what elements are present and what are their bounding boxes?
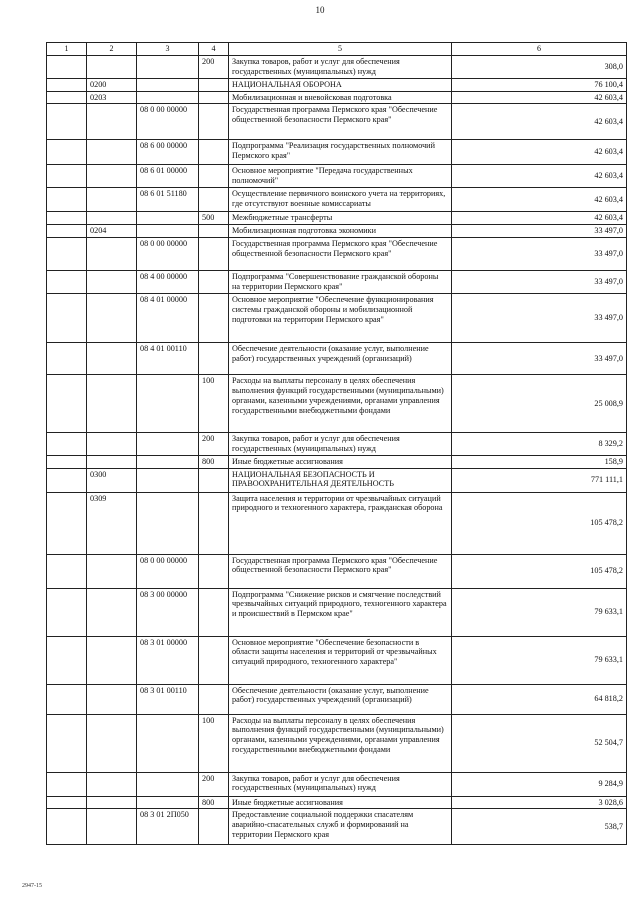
table-row [47, 772, 627, 796]
expense-type-cell: 200 [199, 433, 229, 456]
code-1-cell [47, 343, 87, 375]
expense-type-cell [199, 165, 229, 188]
description-cell: Защита населения и территории от чрезвычайных ситуаций природного и техногенного характера, гражданская оборона [229, 492, 452, 554]
description-cell: Государственная программа Пермского края "Обеспечение общественной безопасности Пермского края" [229, 554, 452, 588]
section-code-cell [87, 165, 137, 188]
description-cell: Подпрограмма "Совершенствование гражданской обороны на территории Пермского края" [229, 271, 452, 294]
expense-type-cell [199, 468, 229, 492]
section-code-cell [87, 56, 137, 79]
expense-type-cell [199, 91, 229, 104]
section-code-cell [87, 212, 137, 225]
description-cell: Осуществление первичного воинского учета на территориях, где отсутствуют военные комиссариаты [229, 188, 452, 212]
amount-cell: 33 497,0 [452, 225, 627, 238]
target-article-cell: 08 6 00 00000 [137, 140, 199, 165]
code-1-cell [47, 225, 87, 238]
section-code-cell [87, 104, 137, 140]
expense-type-cell: 200 [199, 56, 229, 79]
target-article-cell [137, 375, 199, 433]
amount-cell: 79 633,1 [452, 636, 627, 684]
table-row [47, 294, 627, 343]
header-row [47, 43, 627, 56]
code-1-cell [47, 588, 87, 636]
description-cell: Закупка товаров, работ и услуг для обеспечения государственных (муниципальных) нужд [229, 56, 452, 79]
section-code-cell [87, 140, 137, 165]
target-article-cell [137, 714, 199, 772]
table-row [47, 684, 627, 714]
target-article-cell: 08 4 01 00110 [137, 343, 199, 375]
amount-cell: 42 603,4 [452, 212, 627, 225]
target-article-cell [137, 492, 199, 554]
header-cell-6: 6 [452, 43, 627, 56]
section-code-cell [87, 772, 137, 796]
amount-cell: 42 603,4 [452, 140, 627, 165]
target-article-cell [137, 91, 199, 104]
target-article-cell [137, 56, 199, 79]
table-row [47, 56, 627, 79]
target-article-cell: 08 3 01 00000 [137, 636, 199, 684]
table-row [47, 188, 627, 212]
table-row [47, 238, 627, 271]
description-cell: Межбюджетные трансферты [229, 212, 452, 225]
amount-cell: 33 497,0 [452, 271, 627, 294]
section-code-cell [87, 714, 137, 772]
header-cell-1: 1 [47, 43, 87, 56]
description-cell: Государственная программа Пермского края "Обеспечение общественной безопасности Пермского края" [229, 104, 452, 140]
table-row [47, 492, 627, 554]
target-article-cell: 08 6 01 51180 [137, 188, 199, 212]
description-cell: Подпрограмма "Реализация государственных полномочий Пермского края" [229, 140, 452, 165]
description-cell: НАЦИОНАЛЬНАЯ БЕЗОПАСНОСТЬ И ПРАВООХРАНИТЕЛЬНАЯ ДЕЯТЕЛЬНОСТЬ [229, 468, 452, 492]
footer-code: 2947-15 [22, 883, 42, 889]
target-article-cell [137, 433, 199, 456]
code-1-cell [47, 238, 87, 271]
description-cell: Предоставление социальной поддержки спасателям аварийно-спасательных служб и формирований на территории Пермского края [229, 809, 452, 845]
expense-type-cell [199, 104, 229, 140]
code-1-cell [47, 91, 87, 104]
page-number: 10 [315, 5, 325, 15]
amount-cell: 105 478,2 [452, 492, 627, 554]
header-cell-2: 2 [87, 43, 137, 56]
description-cell: Иные бюджетные ассигнования [229, 455, 452, 468]
table-row [47, 375, 627, 433]
target-article-cell [137, 78, 199, 91]
code-1-cell [47, 188, 87, 212]
table-row [47, 165, 627, 188]
amount-cell: 33 497,0 [452, 343, 627, 375]
section-code-cell [87, 294, 137, 343]
description-cell: Закупка товаров, работ и услуг для обеспечения государственных (муниципальных) нужд [229, 772, 452, 796]
target-article-cell [137, 468, 199, 492]
expense-type-cell [199, 684, 229, 714]
table-row [47, 212, 627, 225]
code-1-cell [47, 433, 87, 456]
table-row [47, 636, 627, 684]
amount-cell: 79 633,1 [452, 588, 627, 636]
amount-cell: 771 111,1 [452, 468, 627, 492]
table-row [47, 809, 627, 845]
amount-cell: 76 100,4 [452, 78, 627, 91]
amount-cell: 9 284,9 [452, 772, 627, 796]
section-code-cell: 0300 [87, 468, 137, 492]
expense-type-cell [199, 271, 229, 294]
code-1-cell [47, 140, 87, 165]
expense-type-cell [199, 588, 229, 636]
description-cell: Закупка товаров, работ и услуг для обеспечения государственных (муниципальных) нужд [229, 433, 452, 456]
table-row [47, 140, 627, 165]
expense-type-cell [199, 809, 229, 845]
target-article-cell: 08 3 01 2П050 [137, 809, 199, 845]
amount-cell: 308,0 [452, 56, 627, 79]
amount-cell: 42 603,4 [452, 91, 627, 104]
description-cell: Иные бюджетные ассигнования [229, 796, 452, 809]
section-code-cell [87, 343, 137, 375]
code-1-cell [47, 271, 87, 294]
section-code-cell [87, 796, 137, 809]
section-code-cell [87, 188, 137, 212]
code-1-cell [47, 212, 87, 225]
expense-type-cell [199, 78, 229, 91]
expense-type-cell: 100 [199, 714, 229, 772]
description-cell: Подпрограмма "Снижение рисков и смягчение последствий чрезвычайных ситуаций природного, техногенного характера и происшествий в Пермском крае" [229, 588, 452, 636]
table-row [47, 588, 627, 636]
code-1-cell [47, 165, 87, 188]
section-code-cell [87, 238, 137, 271]
code-1-cell [47, 684, 87, 714]
table-row [47, 225, 627, 238]
code-1-cell [47, 554, 87, 588]
amount-cell: 538,7 [452, 809, 627, 845]
expense-type-cell [199, 492, 229, 554]
description-cell: Расходы на выплаты персоналу в целях обеспечения выполнения функций государственными (муниципальными) органами, казенными учреждениями, органами управления государственными внебюджетными фондами [229, 375, 452, 433]
table-row [47, 433, 627, 456]
header-cell-5: 5 [229, 43, 452, 56]
description-cell: Основное мероприятие "Обеспечение функционирования системы гражданской обороны и мобилизационной подготовки на территории Пермского края" [229, 294, 452, 343]
target-article-cell: 08 3 00 00000 [137, 588, 199, 636]
table-row [47, 271, 627, 294]
code-1-cell [47, 714, 87, 772]
amount-cell: 8 329,2 [452, 433, 627, 456]
code-1-cell [47, 492, 87, 554]
expense-type-cell: 800 [199, 455, 229, 468]
section-code-cell [87, 455, 137, 468]
expense-type-cell: 200 [199, 772, 229, 796]
amount-cell: 3 028,6 [452, 796, 627, 809]
target-article-cell: 08 3 01 00110 [137, 684, 199, 714]
code-1-cell [47, 636, 87, 684]
header-cell-4: 4 [199, 43, 229, 56]
table-row [47, 554, 627, 588]
description-cell: Основное мероприятие "Обеспечение безопасности в области защиты населения и территорий от чрезвычайных ситуаций природного, техногенного характера" [229, 636, 452, 684]
section-code-cell [87, 636, 137, 684]
code-1-cell [47, 56, 87, 79]
table-row [47, 455, 627, 468]
target-article-cell: 08 4 00 00000 [137, 271, 199, 294]
target-article-cell [137, 796, 199, 809]
section-code-cell [87, 375, 137, 433]
amount-cell: 25 008,9 [452, 375, 627, 433]
expense-type-cell [199, 294, 229, 343]
section-code-cell: 0203 [87, 91, 137, 104]
code-1-cell [47, 455, 87, 468]
section-code-cell: 0204 [87, 225, 137, 238]
amount-cell: 105 478,2 [452, 554, 627, 588]
section-code-cell [87, 809, 137, 845]
target-article-cell: 08 6 01 00000 [137, 165, 199, 188]
section-code-cell [87, 588, 137, 636]
amount-cell: 33 497,0 [452, 294, 627, 343]
table-row [47, 91, 627, 104]
description-cell: Основное мероприятие "Передача государственных полномочий" [229, 165, 452, 188]
table-row [47, 104, 627, 140]
code-1-cell [47, 104, 87, 140]
description-cell: Обеспечение деятельности (оказание услуг, выполнение работ) государственных учреждений (организаций) [229, 684, 452, 714]
amount-cell: 42 603,4 [452, 188, 627, 212]
amount-cell: 33 497,0 [452, 238, 627, 271]
target-article-cell [137, 225, 199, 238]
expense-type-cell [199, 554, 229, 588]
amount-cell: 42 603,4 [452, 165, 627, 188]
table-row [47, 78, 627, 91]
amount-cell: 52 504,7 [452, 714, 627, 772]
target-article-cell: 08 0 00 00000 [137, 238, 199, 271]
expense-type-cell: 500 [199, 212, 229, 225]
target-article-cell: 08 0 00 00000 [137, 104, 199, 140]
budget-table-body [47, 43, 627, 845]
section-code-cell: 0309 [87, 492, 137, 554]
code-1-cell [47, 796, 87, 809]
expense-type-cell [199, 188, 229, 212]
expense-type-cell [199, 343, 229, 375]
description-cell: Расходы на выплаты персоналу в целях обеспечения выполнения функций государственными (муниципальными) органами, казенными учреждениями, органами управления государственными внебюджетными фондами [229, 714, 452, 772]
table-row [47, 796, 627, 809]
expense-type-cell: 800 [199, 796, 229, 809]
section-code-cell [87, 271, 137, 294]
amount-cell: 158,9 [452, 455, 627, 468]
description-cell: Мобилизационная подготовка экономики [229, 225, 452, 238]
expense-type-cell [199, 238, 229, 271]
description-cell: Государственная программа Пермского края "Обеспечение общественной безопасности Пермского края" [229, 238, 452, 271]
section-code-cell [87, 554, 137, 588]
target-article-cell [137, 772, 199, 796]
amount-cell: 42 603,4 [452, 104, 627, 140]
header-cell-3: 3 [137, 43, 199, 56]
code-1-cell [47, 375, 87, 433]
target-article-cell [137, 455, 199, 468]
section-code-cell [87, 684, 137, 714]
expense-type-cell [199, 140, 229, 165]
code-1-cell [47, 772, 87, 796]
target-article-cell [137, 212, 199, 225]
code-1-cell [47, 78, 87, 91]
section-code-cell: 0200 [87, 78, 137, 91]
code-1-cell [47, 809, 87, 845]
expense-type-cell: 100 [199, 375, 229, 433]
code-1-cell [47, 468, 87, 492]
target-article-cell: 08 4 01 00000 [137, 294, 199, 343]
section-code-cell [87, 433, 137, 456]
expense-type-cell [199, 636, 229, 684]
table-row [47, 714, 627, 772]
amount-cell: 64 818,2 [452, 684, 627, 714]
description-cell: НАЦИОНАЛЬНАЯ ОБОРОНА [229, 78, 452, 91]
code-1-cell [47, 294, 87, 343]
description-cell: Мобилизационная и вневойсковая подготовка [229, 91, 452, 104]
budget-table [46, 42, 627, 845]
table-row [47, 343, 627, 375]
description-cell: Обеспечение деятельности (оказание услуг, выполнение работ) государственных учреждений (организаций) [229, 343, 452, 375]
target-article-cell: 08 0 00 00000 [137, 554, 199, 588]
expense-type-cell [199, 225, 229, 238]
table-row [47, 468, 627, 492]
